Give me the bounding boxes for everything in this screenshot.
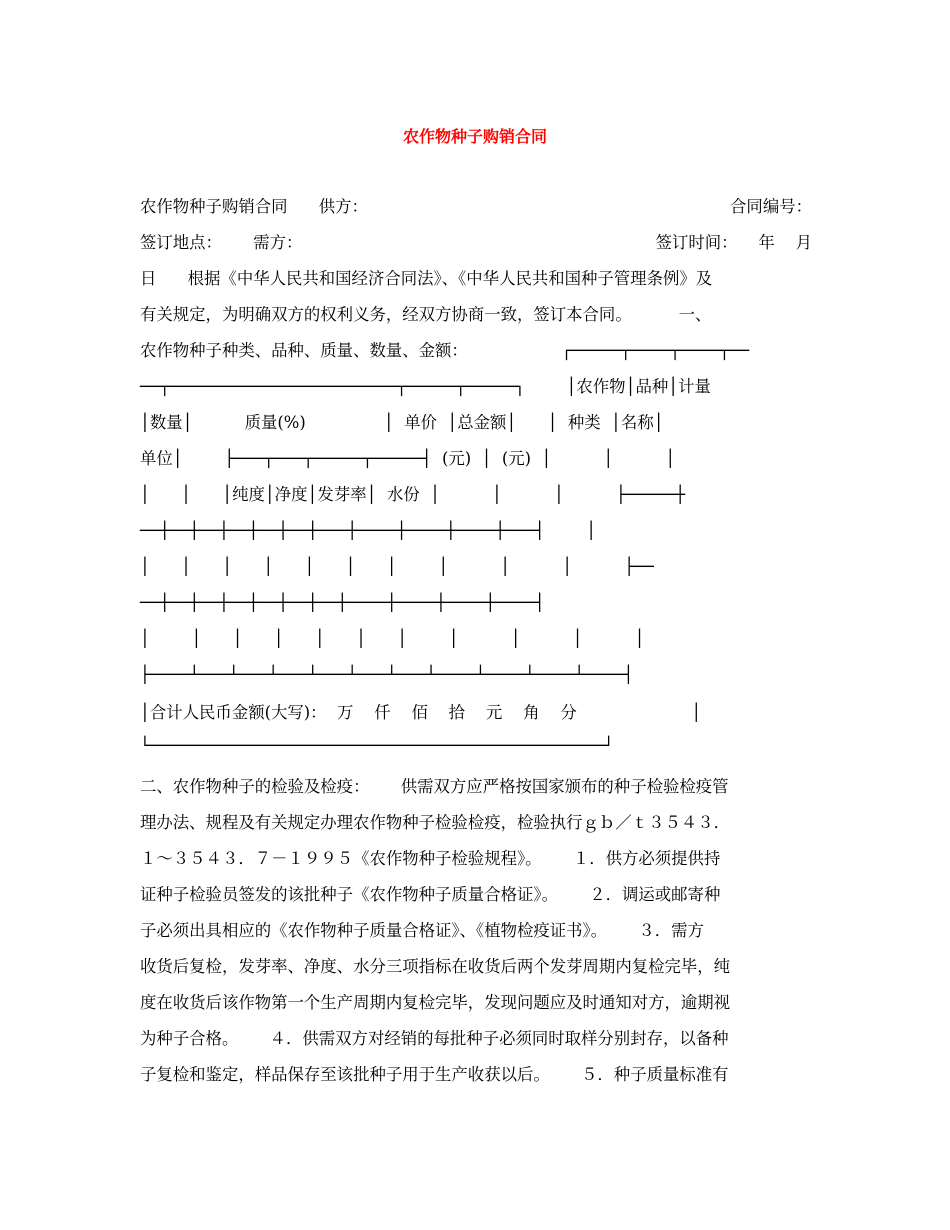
table-line-2: │数量│ 质量(%) │ 单价 │总金额│ │ 种类 │名称│: [140, 413, 664, 432]
table-line-4: │ │ │纯度│净度│发芽率│ 水份 │ │ │ ├─────┼: [140, 485, 686, 504]
table-bottom-line: └──────────────────────────────────────────────┘: [140, 736, 614, 755]
table-line-7: ──┼──┼──┼──┼──┼──┼──┼────┼────┼────┼────┤: [140, 593, 545, 612]
table-line-6: │ │ │ │ │ │ │ │ │ │ ├──: [140, 557, 654, 576]
table-total-line: │合计人民币金额(大写)： 万 仟 佰 拾 元 角 分 │: [140, 703, 702, 722]
text-line-14: 子复检和鉴定，样品保存至该批种子用于生产收获以后。 ５．种子质量标准有: [140, 1065, 729, 1084]
table-line-3: 单位│ ├───┬───┬─────┬─────┤ (元) │ (元) │ │ │: [140, 449, 676, 468]
text-line-8: １～３５４３．７－１９９５《农作物种子检验规程》。 １．供方必须提供持: [140, 849, 721, 868]
table-line-1: ──┬───────────────────────┬─────┬─────┐ │农作物│品种│计量: [140, 377, 711, 396]
text-line-6: 二、农作物种子的检验及检疫： 供需双方应严格按国家颁布的种子检验检疫管: [140, 777, 729, 796]
table-line-9: ├────┴───┴───┴───┴───┴───┴───┴────┴────┴────┴────┤: [140, 665, 634, 684]
text-line-12: 度在收货后该作物第一个生产周期内复检完毕，发现问题应及时通知对方，逾期视: [140, 993, 731, 1012]
sign-date-label: 签订时间： 年 月: [655, 233, 812, 252]
text-line-5: 农作物种子种类、品种、质量、数量、金额： ┌─────┬────┬────┬──: [140, 341, 750, 360]
text-line-7: 理办法、规程及有关规定办理农作物种子检验检疫，检验执行ｇｂ／ｔ３５４３．: [140, 813, 731, 832]
document-title: 农作物种子购销合同: [402, 127, 547, 146]
text-line-4: 有关规定，为明确双方的权利义务，经双方协商一致，签订本合同。 一、: [140, 305, 712, 324]
text-line-1: 农作物种子购销合同 供方：: [140, 197, 368, 216]
text-line-10: 子必须出具相应的《农作物种子质量合格证》、《植物检疫证书》。 ３．需方: [140, 921, 704, 940]
text-line-9: 证种子检验员签发的该批种子《农作物种子质量合格证》。 ２．调运或邮寄种: [140, 885, 721, 904]
text-line-11: 收货后复检，发芽率、净度、水分三项指标在收货后两个发芽周期内复检完毕，纯: [140, 957, 731, 976]
text-line-2: 签订地点： 需方：: [140, 233, 303, 252]
table-line-5: ──┼──┼──┼──┼──┼──┼───┼────┼────┼────┼───┤ │: [140, 521, 597, 540]
contract-number-label: 合同编号：: [730, 197, 812, 216]
text-line-3: 日 根据《中华人民共和国经济合同法》、《中华人民共和国种子管理条例》及: [140, 269, 713, 288]
table-line-8: │ │ │ │ │ │ │ │ │ │ │: [140, 629, 645, 648]
text-line-13: 为种子合格。 ４．供需双方对经销的每批种子必须同时取样分别封存，以备种: [140, 1029, 729, 1048]
